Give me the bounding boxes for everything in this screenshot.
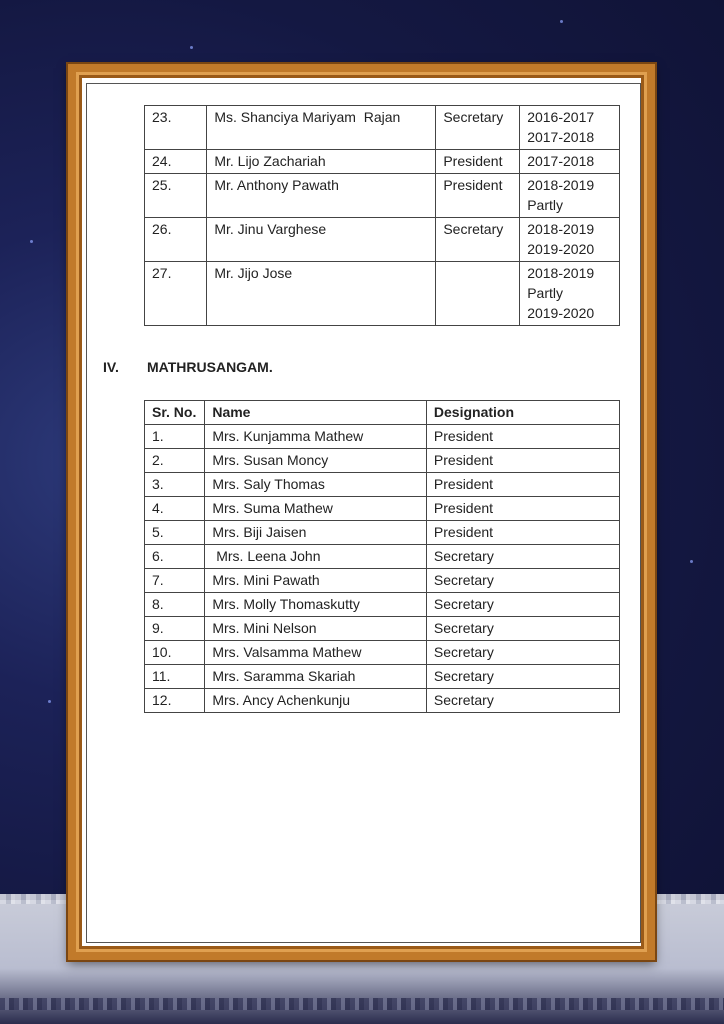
name-cell: Mr. Anthony Pawath bbox=[207, 174, 436, 218]
designation-cell: Secretary bbox=[426, 569, 619, 593]
serial-cell: 1. bbox=[145, 425, 205, 449]
serial-cell: 3. bbox=[145, 473, 205, 497]
designation-cell: Secretary bbox=[426, 617, 619, 641]
table-row bbox=[145, 569, 620, 593]
serial-cell: 4. bbox=[145, 497, 205, 521]
mathrusangam-table bbox=[144, 400, 620, 713]
designation-cell: Secretary bbox=[426, 593, 619, 617]
name-cell: Mr. Lijo Zachariah bbox=[207, 150, 436, 174]
star-decoration bbox=[690, 560, 693, 563]
table-row bbox=[145, 497, 620, 521]
name-cell: Mrs. Ancy Achenkunju bbox=[205, 689, 427, 713]
table-row bbox=[145, 150, 620, 174]
serial-cell: 26. bbox=[145, 218, 207, 262]
table-row bbox=[145, 689, 620, 713]
header-serial: Sr. No. bbox=[145, 401, 205, 425]
years-cell: 2018-2019 2019-2020 bbox=[520, 218, 620, 262]
name-cell: Mrs. Saly Thomas bbox=[205, 473, 427, 497]
name-cell: Mrs. Susan Moncy bbox=[205, 449, 427, 473]
table-row bbox=[145, 545, 620, 569]
star-decoration bbox=[190, 46, 193, 49]
designation-cell: President bbox=[426, 473, 619, 497]
table-row bbox=[145, 449, 620, 473]
designation-cell: Secretary bbox=[426, 689, 619, 713]
star-decoration bbox=[30, 240, 33, 243]
table-row bbox=[145, 521, 620, 545]
name-cell: Mrs. Mini Nelson bbox=[205, 617, 427, 641]
name-cell: Mrs. Molly Thomaskutty bbox=[205, 593, 427, 617]
serial-cell: 12. bbox=[145, 689, 205, 713]
name-cell: Mrs. Mini Pawath bbox=[205, 569, 427, 593]
years-cell: 2018-2019 Partly bbox=[520, 174, 620, 218]
designation-cell: Secretary bbox=[436, 106, 520, 150]
table-row bbox=[145, 641, 620, 665]
table-row bbox=[145, 593, 620, 617]
designation-cell: President bbox=[436, 174, 520, 218]
serial-cell: 9. bbox=[145, 617, 205, 641]
serial-cell: 24. bbox=[145, 150, 207, 174]
table-row bbox=[145, 473, 620, 497]
serial-cell: 5. bbox=[145, 521, 205, 545]
table-header-row bbox=[145, 401, 620, 425]
committee-table bbox=[144, 105, 620, 326]
name-cell: Mr. Jijo Jose bbox=[207, 262, 436, 326]
designation-cell: President bbox=[426, 497, 619, 521]
designation-cell: President bbox=[426, 521, 619, 545]
name-cell: Mrs. Suma Mathew bbox=[205, 497, 427, 521]
table-row bbox=[145, 617, 620, 641]
table-row bbox=[145, 665, 620, 689]
serial-cell: 2. bbox=[145, 449, 205, 473]
years-cell: 2017-2018 bbox=[520, 150, 620, 174]
name-cell: Mrs. Saramma Skariah bbox=[205, 665, 427, 689]
header-name: Name bbox=[205, 401, 427, 425]
section-number: IV. bbox=[103, 359, 119, 375]
designation-cell bbox=[436, 262, 520, 326]
designation-cell: President bbox=[436, 150, 520, 174]
designation-cell: Secretary bbox=[426, 545, 619, 569]
name-cell: Ms. Shanciya Mariyam Rajan bbox=[207, 106, 436, 150]
table-row bbox=[145, 106, 620, 150]
serial-cell: 11. bbox=[145, 665, 205, 689]
star-decoration bbox=[560, 20, 563, 23]
name-cell: Mrs. Valsamma Mathew bbox=[205, 641, 427, 665]
designation-cell: Secretary bbox=[436, 218, 520, 262]
name-cell: Mrs. Biji Jaisen bbox=[205, 521, 427, 545]
serial-cell: 10. bbox=[145, 641, 205, 665]
table-row bbox=[145, 174, 620, 218]
name-cell: Mrs. Kunjamma Mathew bbox=[205, 425, 427, 449]
table-row bbox=[145, 262, 620, 326]
designation-cell: President bbox=[426, 449, 619, 473]
serial-cell: 7. bbox=[145, 569, 205, 593]
years-cell: 2018-2019 Partly 2019-2020 bbox=[520, 262, 620, 326]
table-row bbox=[145, 425, 620, 449]
years-cell: 2016-2017 2017-2018 bbox=[520, 106, 620, 150]
designation-cell: President bbox=[426, 425, 619, 449]
serial-cell: 6. bbox=[145, 545, 205, 569]
name-cell: Mr. Jinu Varghese bbox=[207, 218, 436, 262]
name-cell: Mrs. Leena John bbox=[205, 545, 427, 569]
designation-cell: Secretary bbox=[426, 641, 619, 665]
serial-cell: 27. bbox=[145, 262, 207, 326]
header-designation: Designation bbox=[426, 401, 619, 425]
star-decoration bbox=[48, 700, 51, 703]
table-row bbox=[145, 218, 620, 262]
serial-cell: 8. bbox=[145, 593, 205, 617]
serial-cell: 23. bbox=[145, 106, 207, 150]
section-title: MATHRUSANGAM. bbox=[147, 359, 273, 375]
serial-cell: 25. bbox=[145, 174, 207, 218]
designation-cell: Secretary bbox=[426, 665, 619, 689]
